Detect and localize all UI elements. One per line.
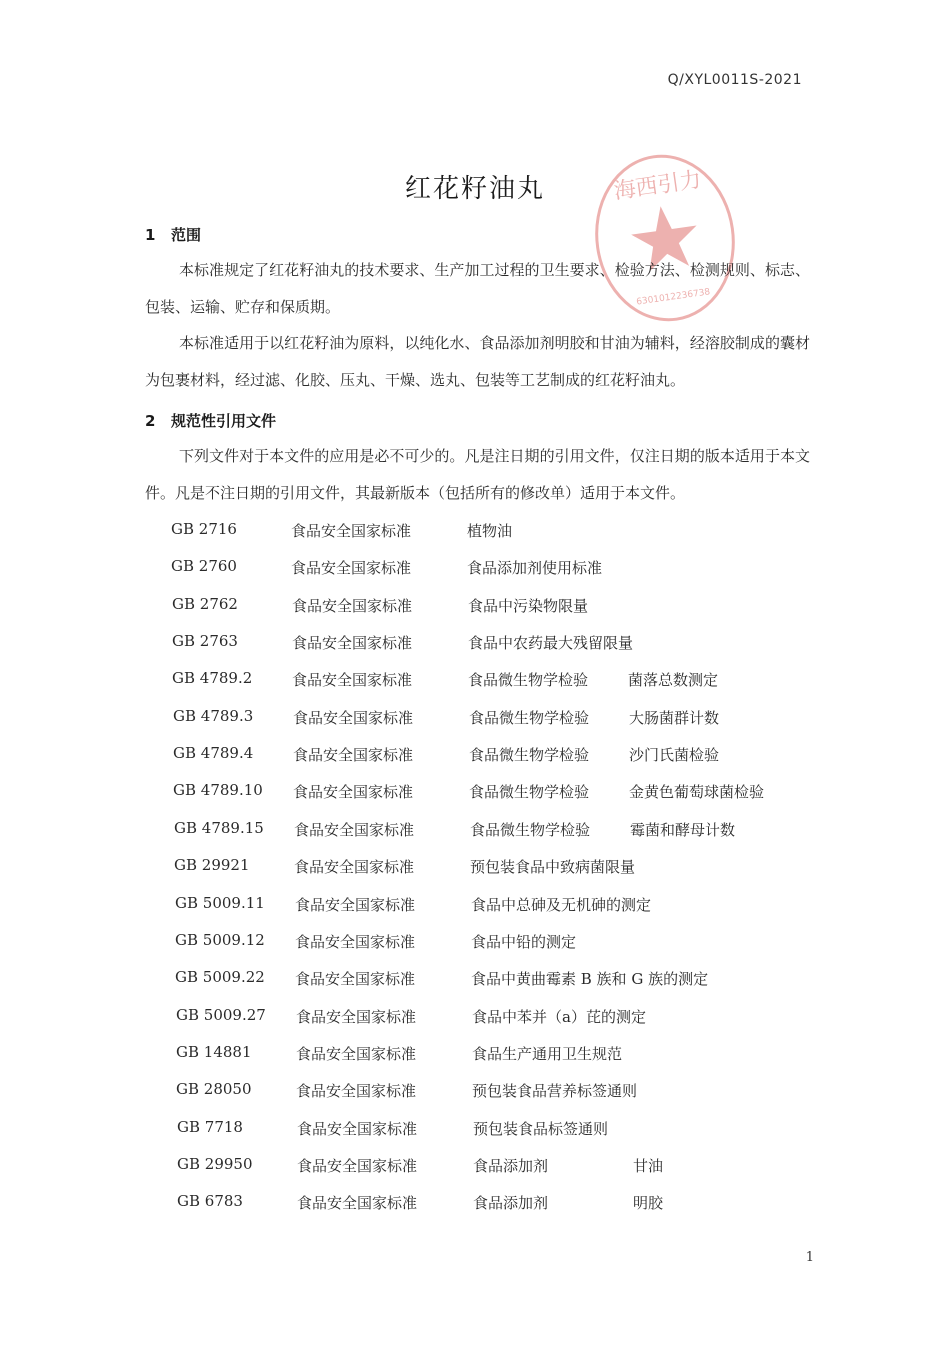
reference-category: 食品安全国家标准 [294,858,415,876]
reference-code: GB 4789.3 [173,707,254,725]
reference-code: GB 2762 [172,595,238,613]
reference-row [174,819,814,843]
reference-row [171,520,811,544]
section-1-title: 范围 [171,226,202,244]
section-1-paragraph-2: 本标准适用于以红花籽油为原料，以纯化水、食品添加剂明胶和甘油为辅料，经溶胶制成的囊材为包裹材料，经过滤、化胶、压丸、干燥、选丸、包装等工艺制成的红花籽油丸。 [145,334,810,389]
reference-name: 食品中黄曲霉素 B 族和 G 族的测定 [471,970,709,988]
reference-code: GB 5009.11 [175,894,265,912]
reference-subname: 大肠菌群计数 [629,709,720,727]
reference-subname: 明胶 [633,1194,664,1212]
reference-category: 食品安全国家标准 [297,1157,418,1175]
reference-subname: 金黄色葡萄球菌检验 [629,783,765,801]
reference-category: 食品安全国家标准 [296,1045,417,1063]
reference-name: 食品中污染物限量 [468,597,589,615]
page-number: 1 [805,1250,814,1265]
reference-name: 食品生产通用卫生规范 [472,1045,623,1063]
reference-code: GB 28050 [176,1080,252,1098]
reference-category: 食品安全国家标准 [296,1008,417,1026]
reference-subname: 沙门氏菌检验 [629,746,720,764]
reference-code: GB 2763 [172,632,238,650]
reference-code: GB 29950 [177,1155,253,1173]
reference-code: GB 4789.15 [174,819,264,837]
reference-code: GB 5009.27 [176,1006,266,1024]
reference-row [174,856,814,880]
standard-code: Q/XYL0011S-2021 [667,72,802,88]
reference-row [172,669,812,693]
reference-name: 食品中苯并（a）芘的测定 [472,1008,646,1026]
reference-name: 食品微生物学检验 [469,746,590,764]
reference-category: 食品安全国家标准 [292,671,413,689]
reference-row [177,1155,817,1179]
reference-row [175,968,815,992]
reference-category: 食品安全国家标准 [295,970,416,988]
reference-row [176,1043,816,1067]
reference-row [171,557,811,581]
reference-category: 食品安全国家标准 [292,597,413,615]
reference-row [177,1192,817,1216]
svg-text:6301012236738: 6301012236738 [635,287,711,308]
reference-category: 食品安全国家标准 [296,1082,417,1100]
reference-name: 预包装食品营养标签通则 [472,1082,638,1100]
reference-name: 食品微生物学检验 [468,671,589,689]
reference-code: GB 2716 [171,520,237,538]
reference-code: GB 4789.10 [173,781,263,799]
reference-row [172,632,812,656]
reference-code: GB 29921 [174,856,250,874]
section-1-heading [145,224,201,245]
reference-row [175,931,815,955]
section-1-paragraph-1: 本标准规定了红花籽油丸的技术要求、生产加工过程的卫生要求、检验方法、检测规则、标志、包装、运输、贮存和保质期。 [145,261,810,316]
section-1-number: 1 [145,226,156,244]
reference-row [173,781,813,805]
reference-name: 食品微生物学检验 [469,709,590,727]
reference-subname: 菌落总数测定 [628,671,719,689]
reference-row [177,1118,817,1142]
reference-name: 食品添加剂 [473,1157,549,1175]
reference-code: GB 4789.4 [173,744,254,762]
section-2-number: 2 [145,412,156,430]
reference-name: 预包装食品标签通则 [473,1120,609,1138]
reference-code: GB 14881 [176,1043,252,1061]
document-title: 红花籽油丸 [404,174,545,204]
reference-name: 食品中铅的测定 [471,933,577,951]
reference-row [173,744,813,768]
reference-category: 食品安全国家标准 [295,896,416,914]
reference-code: GB 5009.22 [175,968,265,986]
reference-name: 食品微生物学检验 [470,821,591,839]
reference-row [176,1080,816,1104]
reference-row [173,707,813,731]
section-2-title: 规范性引用文件 [171,412,277,430]
section-2-paragraph-1: 下列文件对于本文件的应用是必不可少的。凡是注日期的引用文件，仅注日期的版本适用于本文件。凡是不注日期的引用文件，其最新版本（包括所有的修改单）适用于本文件。 [145,447,810,502]
reference-code: GB 4789.2 [172,669,253,687]
reference-code: GB 6783 [177,1192,243,1210]
reference-category: 食品安全国家标准 [291,522,412,540]
reference-row [175,894,815,918]
section-2-heading [145,410,276,431]
reference-name: 食品中农药最大残留限量 [468,634,634,652]
reference-category: 食品安全国家标准 [297,1120,418,1138]
reference-code: GB 2760 [171,557,237,575]
reference-name: 食品添加剂使用标准 [467,559,603,577]
reference-category: 食品安全国家标准 [297,1194,418,1212]
reference-code: GB 7718 [177,1118,243,1136]
reference-code: GB 5009.12 [175,931,265,949]
reference-row [172,595,812,619]
reference-category: 食品安全国家标准 [293,709,414,727]
reference-name: 植物油 [467,522,513,540]
reference-name: 食品微生物学检验 [469,783,590,801]
reference-category: 食品安全国家标准 [292,634,413,652]
reference-name: 食品中总砷及无机砷的测定 [471,896,652,914]
reference-row [176,1006,816,1030]
reference-category: 食品安全国家标准 [295,933,416,951]
reference-category: 食品安全国家标准 [291,559,412,577]
reference-category: 食品安全国家标准 [294,821,415,839]
reference-category: 食品安全国家标准 [293,783,414,801]
reference-subname: 甘油 [633,1157,664,1175]
svg-text:海西引力: 海西引力 [612,167,704,205]
reference-name: 食品添加剂 [473,1194,549,1212]
reference-subname: 霉菌和酵母计数 [630,821,736,839]
reference-name: 预包装食品中致病菌限量 [470,858,636,876]
reference-category: 食品安全国家标准 [293,746,414,764]
